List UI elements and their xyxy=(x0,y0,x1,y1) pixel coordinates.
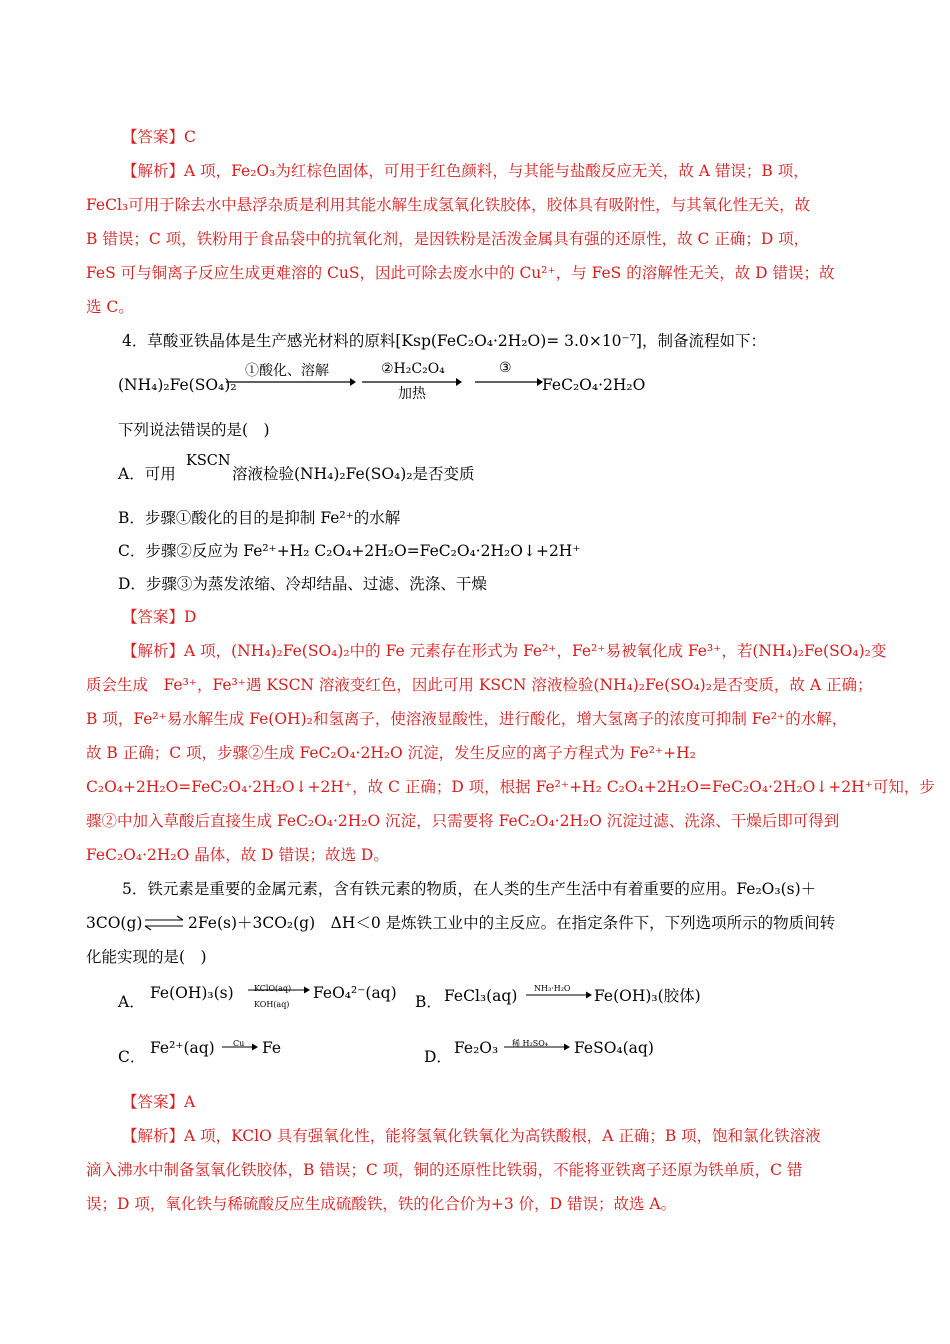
flow-step2-label: ②H₂C₂O₄ xyxy=(381,361,445,377)
q5-exp-line-1: 【解析】A 项，KClO 具有强氧化性，能将氢氧化铁氧化为高铁酸根，A 正确；B 项，饱和氯化铁溶液 xyxy=(122,1127,821,1145)
flow-step3-label: ③ xyxy=(499,360,512,376)
q4-exp-line-1: 【解析】A 项，(NH₄)₂Fe(SO₄)₂中的 Fe 元素存在形式为 Fe²⁺，Fe²⁺易被氧化成 Fe³⁺，若(NH₄)₂Fe(SO₄)₂变 xyxy=(122,642,887,660)
q5-option-d-arrow xyxy=(504,1042,570,1052)
q5-option-a-label: A． xyxy=(118,993,145,1011)
q5-stem-line-3: 化能实现的是( ) xyxy=(86,948,207,966)
q4-exp-line-6: 骤②中加入草酸后直接生成 FeC₂O₄·2H₂O 沉淀，只需要将 FeC₂O₄·2H₂O 沉淀过滤、洗涤、干燥后即可得到 xyxy=(86,812,840,830)
q5-option-d-reagent: 稀 H₂SO₄ xyxy=(512,1039,548,1048)
q5-option-b-product: Fe(OH)₃(胶体) xyxy=(594,987,701,1005)
q5-exp-line-3: 误；D 项，氧化铁与稀硫酸反应生成硫酸铁，铁的化合价为+3 价，D 错误；故选 A。 xyxy=(86,1195,677,1213)
q4-option-b: B．步骤①酸化的目的是抑制 Fe²⁺的水解 xyxy=(118,509,401,527)
q4-prompt: 下列说法错误的是( ) xyxy=(118,421,270,439)
q5-option-b-arrow xyxy=(526,990,592,1000)
q4-exp-line-5: C₂O₄+2H₂O=FeC₂O₄·2H₂O↓+2H⁺，故 C 正确；D 项，根据 Fe²⁺+H₂ C₂O₄+2H₂O=FeC₂O₄·2H₂O↓+2H⁺可知，步 xyxy=(86,778,935,796)
q5-answer: 【答案】A xyxy=(122,1093,196,1111)
q4-option-d: D．步骤③为蒸发浓缩、冷却结晶、过滤、洗涤、干燥 xyxy=(118,575,487,593)
q5-option-a-reagent-bottom: KOH(aq) xyxy=(254,1000,290,1009)
q5-option-a-reactant: Fe(OH)₃(s) xyxy=(150,984,234,1002)
q5-option-a-reagent-top: KClO(aq) xyxy=(254,984,292,993)
q4-exp-line-2: 质会生成 Fe³⁺，Fe³⁺遇 KSCN 溶液变红色，因此可用 KSCN 溶液检验(NH₄)₂Fe(SO₄)₂是否变质，故 A 正确； xyxy=(86,676,873,694)
q3-exp-line-5: 选 C。 xyxy=(86,298,134,316)
q5-option-d-product: FeSO₄(aq) xyxy=(574,1039,654,1057)
q4-option-a-prefix: A．可用 xyxy=(118,465,176,483)
q5-option-d-reactant: Fe₂O₃ xyxy=(454,1039,499,1057)
q5-option-b-label: B． xyxy=(415,993,442,1011)
q3-exp-line-2: FeCl₃可用于除去水中悬浮杂质是利用其能水解生成氢氧化铁胶体，胶体具有吸附性，与其氧化性无关，故 xyxy=(86,196,811,214)
flow-arrow-1 xyxy=(226,376,356,388)
equilibrium-arrow-icon xyxy=(143,914,185,932)
q3-exp-line-1: 【解析】A 项，Fe₂O₃为红棕色固体，可用于红色颜料，与其能与盐酸反应无关，故 A 错误；B 项， xyxy=(122,162,809,180)
q5-stem-line-1: 5．铁元素是重要的金属元素，含有铁元素的物质，在人类的生产生活中有着重要的应用。Fe₂O₃(s)＋ xyxy=(122,880,817,898)
q5-option-c-arrow xyxy=(222,1042,258,1052)
q4-stem: 4．草酸亚铁晶体是生产感光材料的原料[Ksp(FeC₂O₄·2H₂O)= 3.0×10⁻⁷]，制备流程如下： xyxy=(122,332,766,350)
q3-exp-line-3: B 错误；C 项，铁粉用于食品袋中的抗氧化剂，是因铁粉是活泼金属具有强的还原性，故 C 正确；D 项， xyxy=(86,230,810,248)
q5-option-b-reactant: FeCl₃(aq) xyxy=(444,987,518,1005)
q4-exp-line-7: FeC₂O₄·2H₂O 晶体，故 D 错误；故选 D。 xyxy=(86,846,389,864)
q3-exp-line-4: FeS 可与铜离子反应生成更难溶的 CuS，因此可除去废水中的 Cu²⁺，与 FeS 的溶解性无关，故 D 错误；故 xyxy=(86,264,835,282)
q3-answer: 【答案】C xyxy=(122,128,196,146)
q4-answer: 【答案】D xyxy=(122,608,197,626)
q4-exp-line-4: 故 B 正确；C 项，步骤②生成 FeC₂O₄·2H₂O 沉淀，发生反应的离子方程式为 Fe²⁺+H₂ xyxy=(86,744,696,762)
flow-start: (NH₄)₂Fe(SO₄)₂ xyxy=(118,376,237,394)
q4-option-a-suffix: 溶液检验(NH₄)₂Fe(SO₄)₂是否变质 xyxy=(232,465,475,483)
q4-option-c: C．步骤②反应为 Fe²⁺+H₂ C₂O₄+2H₂O=FeC₂O₄·2H₂O↓+2H⁺ xyxy=(118,542,581,560)
q5-stem-line-2a: 3CO(g) xyxy=(86,914,143,932)
flow-step1-label: ①酸化、溶解 xyxy=(245,363,329,379)
flow-arrow-3 xyxy=(475,376,543,388)
q5-option-b-reagent: NH₃·H₂O xyxy=(534,984,571,993)
q5-option-c-product: Fe xyxy=(262,1039,282,1057)
q5-option-a-product: FeO₄²⁻(aq) xyxy=(313,984,397,1002)
q4-exp-line-3: B 项，Fe²⁺易水解生成 Fe(OH)₂和氢离子，使溶液显酸性，进行酸化，增大氢离子的浓度可抑制 Fe²⁺的水解， xyxy=(86,710,848,728)
flow-end: FeC₂O₄·2H₂O xyxy=(542,376,646,394)
q5-option-c-label: C． xyxy=(118,1048,146,1066)
q5-option-c-reactant: Fe²⁺(aq) xyxy=(150,1039,215,1057)
q4-option-a-kscn: KSCN xyxy=(186,453,231,469)
q5-option-c-reagent: Cu xyxy=(233,1039,245,1048)
q5-option-d-label: D． xyxy=(424,1048,452,1066)
q5-option-a-arrow xyxy=(248,985,310,995)
flow-step2-below: 加热 xyxy=(398,386,426,402)
q5-exp-line-2: 滴入沸水中制备氢氧化铁胶体，B 错误；C 项，铜的还原性比铁弱，不能将亚铁离子还原为铁单质，C 错 xyxy=(86,1161,803,1179)
q5-stem-line-2b: 2Fe(s)＋3CO₂(g) ΔH＜0 是炼铁工业中的主反应。在指定条件下，下列选项所示的物质间转 xyxy=(188,914,836,932)
